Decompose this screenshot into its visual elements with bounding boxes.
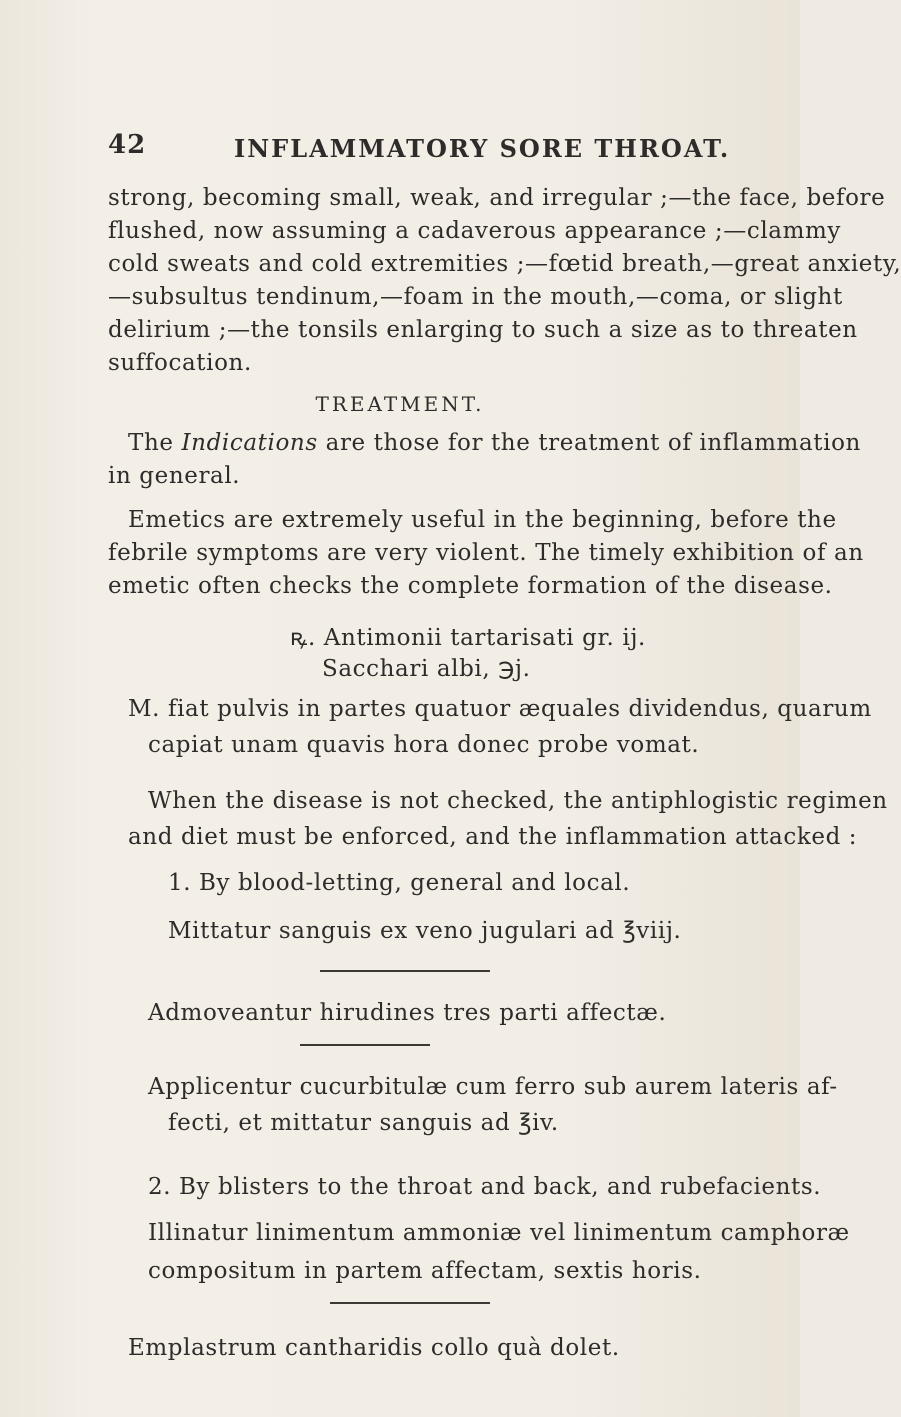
emetics-line-3: emetic often checks the complete formation of the disease. — [108, 573, 833, 599]
para1-line-6: suffocation. — [108, 350, 252, 376]
rx1-line-1: ꝶ. Antimonii tartarisati gr. ij. — [290, 625, 646, 651]
treatment-heading: TREATMENT. — [315, 392, 485, 416]
para1-line-5: delirium ;—the tonsils enlarging to such a size as to threaten — [108, 317, 858, 343]
indications-post: are those for the treatment of inflammation — [317, 430, 861, 456]
running-title: INFLAMMATORY SORE THROAT. — [234, 134, 731, 163]
para1-line-4: —subsultus tendinum,—foam in the mouth,—coma, or slight — [108, 284, 843, 310]
rx-illinatur-line-1: Illinatur linimentum ammoniæ vel linimentum camphoræ — [148, 1220, 850, 1246]
divider-rule-3 — [330, 1302, 490, 1304]
divider-rule-1 — [320, 970, 490, 972]
antiphlogistic-line-1: When the disease is not checked, the antiphlogistic regimen — [148, 788, 888, 814]
page-header — [108, 130, 768, 170]
rx-applicentur-line-2: fecti, et mittatur sanguis ad ℥iv. — [168, 1110, 559, 1136]
indications-pre: The — [128, 430, 182, 456]
rx-mittatur: Mittatur sanguis ex veno jugulari ad ℥viij. — [168, 918, 682, 944]
rx1-line-3: M. fiat pulvis in partes quatuor æquales dividendus, quarum — [128, 696, 872, 722]
item-2-blisters: 2. By blisters to the throat and back, and rubefacients. — [148, 1174, 822, 1200]
rx-applicentur-line-1: Applicentur cucurbitulæ cum ferro sub aurem lateris af- — [148, 1074, 838, 1100]
rx1-line-2: Sacchari albi, ℈j. — [322, 656, 531, 682]
indications-line-2: in general. — [108, 463, 241, 489]
page-number: 42 — [108, 130, 147, 160]
rx-illinatur-line-2: compositum in partem affectam, sextis horis. — [148, 1258, 702, 1284]
para1-line-1: strong, becoming small, weak, and irregular ;—the face, before — [108, 185, 886, 211]
emetics-line-2: febrile symptoms are very violent. The timely exhibition of an — [108, 540, 864, 566]
indications-italic: Indications — [181, 430, 318, 456]
divider-rule-2 — [300, 1044, 430, 1046]
rx-emplastrum: Emplastrum cantharidis collo quà dolet. — [128, 1335, 620, 1361]
rx-admoveantur: Admoveantur hirudines tres parti affectæ. — [148, 1000, 667, 1026]
indications-line-1 — [128, 430, 861, 456]
para1-line-3: cold sweats and cold extremities ;—fœtid breath,—great anxiety, — [108, 251, 901, 277]
antiphlogistic-line-2: and diet must be enforced, and the inflammation attacked : — [128, 824, 858, 850]
emetics-line-1: Emetics are extremely useful in the beginning, before the — [128, 507, 837, 533]
rx1-line-4: capiat unam quavis hora donec probe vomat. — [148, 732, 700, 758]
para1-line-2: flushed, now assuming a cadaverous appearance ;—clammy — [108, 218, 842, 244]
item-1-blood-letting: 1. By blood-letting, general and local. — [168, 870, 631, 896]
